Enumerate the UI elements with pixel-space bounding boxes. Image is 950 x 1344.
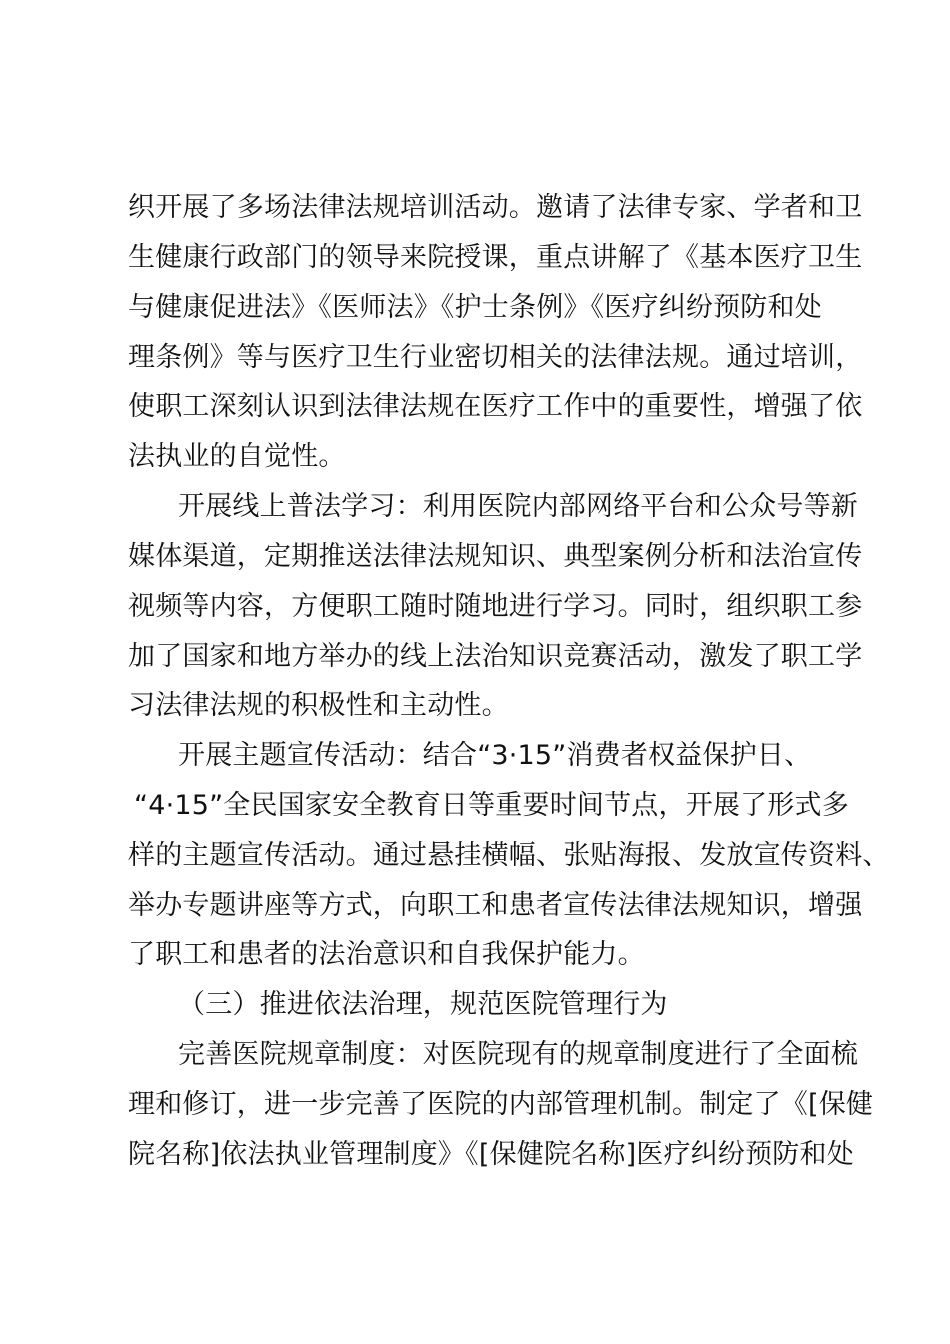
text-line: 与健康促进法》《医师法》《护士条例》《医疗纠纷预防和处 (128, 292, 822, 323)
text-line: 习法律法规的积极性和主动性。 (128, 690, 509, 721)
text-line: 了职工和患者的法治意识和自我保护能力。 (128, 939, 645, 970)
text-line: “4·15”全民国家安全教育日等重要时间节点，开展了形式多 (134, 790, 849, 821)
paragraph-first-line: 开展线上普法学习：利用医院内部网络平台和公众号等新 (178, 491, 858, 522)
text-line: 样的主题宣传活动。通过悬挂横幅、张贴海报、发放宣传资料、 (128, 840, 890, 871)
text-line: 加了国家和地方举办的线上法治知识竞赛活动，激发了职工学 (128, 641, 863, 672)
text-line: 视频等内容，方便职工随时随地进行学习。同时，组织职工参 (128, 591, 863, 622)
text-line: 理和修订，进一步完善了医院的内部管理机制。制定了《[保健 (128, 1089, 874, 1120)
text-line: 媒体渠道，定期推送法律法规知识、典型案例分析和法治宣传 (128, 541, 863, 572)
text-line: 生健康行政部门的领导来院授课，重点讲解了《基本医疗卫生 (128, 242, 863, 273)
text-line: 织开展了多场法律法规培训活动。邀请了法律专家、学者和卫 (128, 192, 863, 223)
paragraph-first-line: 完善医院规章制度：对医院现有的规章制度进行了全面梳 (178, 1039, 858, 1070)
text-line: 法执业的自觉性。 (128, 441, 346, 472)
text-line: 理条例》等与医疗卫生行业密切相关的法律法规。通过培训， (128, 342, 863, 373)
text-line: 使职工深刻认识到法律法规在医疗工作中的重要性，增强了依 (128, 391, 863, 422)
text-line: 举办专题讲座等方式，向职工和患者宣传法律法规知识，增强 (128, 890, 863, 921)
section-heading: （三）推进依法治理，规范医院管理行为 (178, 989, 668, 1020)
text-line: 院名称]依法执业管理制度》《[保健院名称]医疗纠纷预防和处 (128, 1139, 854, 1170)
paragraph-first-line: 开展主题宣传活动：结合“3·15”消费者权益保护日、 (178, 740, 812, 771)
